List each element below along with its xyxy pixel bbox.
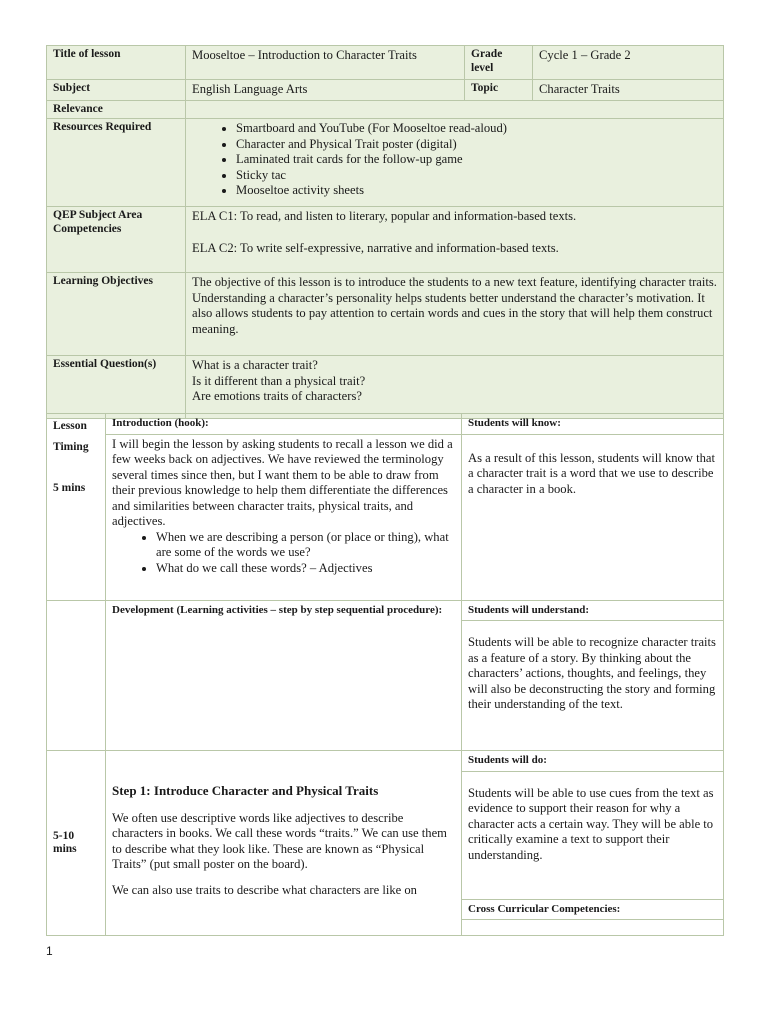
topic-label: Topic — [465, 80, 533, 101]
grade-value: Cycle 1 – Grade 2 — [533, 46, 724, 80]
intro-time: 5 mins — [53, 482, 86, 494]
step1-title: Step 1: Introduce Character and Physical Traits — [112, 783, 379, 798]
step1-cell — [106, 751, 462, 936]
step1-paragraph-2: We can also use traits to describe what characters are like on — [112, 882, 417, 897]
do-heading: Students will do: — [462, 751, 724, 772]
lesson-timing-label: Lesson Timing — [53, 420, 89, 453]
list-item: • Laminated trait cards for the follow-up game — [236, 152, 717, 168]
understand-heading: Students will understand: — [462, 600, 724, 621]
intro-text: I will begin the lesson by asking students to recall a lesson we did a few weeks back on adjectives. We have reviewed the terminology several times since then, but I want them to be able to draw from their previous knowledge to help them differentiate the differences and similarities between character traits, physical traits, and adjectives. — [112, 436, 453, 528]
lesson-header-table — [46, 45, 724, 419]
qep-c2: ELA C2: To write self-expressive, narrative and information-based texts. — [192, 240, 559, 255]
title-label: Title of lesson — [47, 46, 186, 80]
resources-label: Resources Required — [47, 119, 186, 207]
relevance-value — [186, 100, 724, 119]
list-item: • Smartboard and YouTube (For Mooseltoe read-aloud) — [236, 121, 717, 137]
do-cell — [462, 771, 724, 899]
relevance-label: Relevance — [47, 100, 186, 119]
know-text: As a result of this lesson, students will know that a character trait is a word that we use to describe a character in a book. — [468, 450, 715, 496]
title-value: Mooseltoe – Introduction to Character Traits — [186, 46, 465, 80]
dev-time: 5-10 mins — [53, 829, 77, 855]
lesson-timing-cell — [47, 414, 106, 601]
ccc-heading: Cross Curricular Competencies: — [462, 899, 724, 920]
essential-question: Is it different than a physical trait? — [192, 373, 366, 388]
topic-value: Character Traits — [533, 80, 724, 101]
grade-label: Grade level — [465, 46, 533, 80]
page-number: 1 — [46, 944, 53, 958]
understand-cell — [462, 621, 724, 751]
know-cell — [462, 434, 724, 600]
qep-label: QEP Subject Area Competencies — [47, 207, 186, 273]
essential-questions — [186, 356, 724, 419]
dev-time-cell — [47, 751, 106, 936]
qep-value — [186, 207, 724, 273]
essential-question: Are emotions traits of characters? — [192, 389, 362, 403]
subject-value: English Language Arts — [186, 80, 465, 101]
step1-paragraph: We often use descriptive words like adjectives to describe characters in books. We call these words “traits.” We can use them to describe what they look like. These are known as “Physical Traits” (put small poster on the board). — [112, 810, 447, 871]
know-heading: Students will know: — [462, 414, 724, 435]
objectives-label: Learning Objectives — [47, 273, 186, 356]
subject-label: Subject — [47, 80, 186, 101]
resources-list-cell — [186, 119, 724, 207]
intro-questions — [112, 530, 455, 577]
dev-heading: Development (Learning activities – step by step sequential procedure): — [106, 600, 462, 751]
lesson-body-table — [46, 413, 724, 936]
list-item: • What do we call these words? – Adjectives — [156, 561, 455, 577]
list-item: • Mooseltoe activity sheets — [236, 183, 717, 199]
essential-question: What is a character trait? — [192, 358, 318, 372]
intro-heading: Introduction (hook): — [106, 414, 462, 435]
resources-list — [192, 121, 717, 199]
understand-text: Students will be able to recognize character traits as a feature of a story. By thinking about the characters’ actions, thoughts, and feelings, they will also be deconstructing the story and forming their understanding of the text. — [468, 635, 716, 711]
ccc-cell — [462, 920, 724, 936]
dev-timing-cell — [47, 600, 106, 751]
list-item: • When we are describing a person (or place or thing), what are some of the words we use? — [156, 530, 455, 561]
do-text: Students will be able to use cues from the text as evidence to support their reason for why a character acts a certain way. They will be able to critically examine a text to support their understanding. — [468, 785, 714, 862]
qep-c1: ELA C1: To read, and listen to literary, popular and information-based texts. — [192, 209, 577, 223]
list-item: • Character and Physical Trait poster (digital) — [236, 137, 717, 153]
objectives-text: The objective of this lesson is to introduce the students to a new text feature, identifying character traits. Understanding a character’s personality helps students better understand the character’s motivation. It also allows students to pay attention to certain words and cues in the story that will help them construct meaning. — [186, 273, 724, 356]
intro-cell — [106, 434, 462, 600]
essential-questions-label: Essential Question(s) — [47, 356, 186, 419]
list-item: • Sticky tac — [236, 168, 717, 184]
